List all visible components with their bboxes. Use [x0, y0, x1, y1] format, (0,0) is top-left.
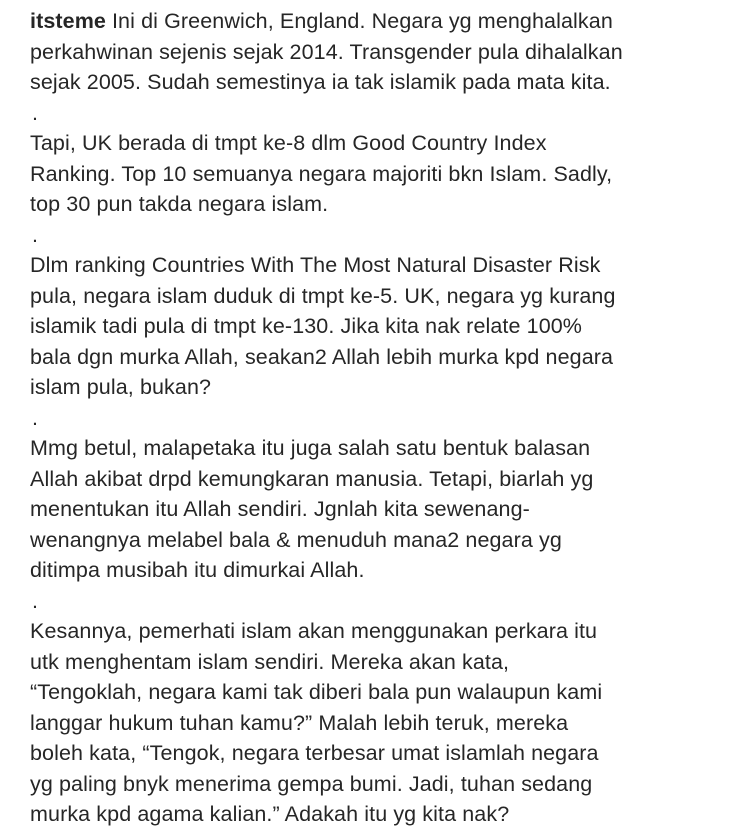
caption-separator: . — [32, 405, 39, 430]
caption-line: perkahwinan sejenis sejak 2014. Transgender pula dihalalkan — [30, 39, 623, 64]
caption-line: Kesannya, pemerhati islam akan menggunakan perkara itu — [30, 619, 598, 643]
caption-line — [30, 6, 735, 37]
caption-line: Allah akibat drpd kemungkaran manusia. Tetapi, biarlah yg — [30, 466, 594, 491]
caption-line: “Tengoklah, negara kami tak diberi bala pun walaupun kami — [30, 680, 603, 704]
caption-line: wenangnya melabel bala & menuduh mana2 negara yg — [30, 527, 562, 552]
caption-line: utk menghentam islam sendiri. Mereka akan kata, — [30, 649, 510, 674]
caption-line: boleh kata, “Tengok, negara terbesar umat islamlah negara — [30, 741, 599, 765]
caption-line: top 30 pun takda negara islam. — [30, 192, 329, 216]
caption-line: sejak 2005. Sudah semestinya ia tak islamik pada mata kita. — [30, 70, 611, 94]
caption-line: menentukan itu Allah sendiri. Jgnlah kita sewenang- — [30, 497, 530, 521]
caption-line: islamik tadi pula di tmpt ke-130. Jika kita nak relate 100% — [30, 314, 583, 338]
caption-line: Tapi, UK berada di tmpt ke-8 dlm Good Country Index — [30, 131, 547, 155]
caption-separator: . — [32, 222, 39, 247]
caption-line: bala dgn murka Allah, seakan2 Allah lebih murka kpd negara — [30, 344, 614, 369]
caption-separator: . — [32, 100, 39, 125]
caption-line: yg paling bnyk menerima gempa bumi. Jadi, tuhan sedang — [30, 771, 593, 796]
caption-line: ditimpa musibah itu dimurkai Allah. — [30, 558, 365, 582]
caption-line: Mmg betul, malapetaka itu juga salah satu bentuk balasan — [30, 436, 591, 460]
caption-separator: . — [32, 588, 39, 613]
caption-line: pula, negara islam duduk di tmpt ke-5. UK, negara yg kurang — [30, 283, 616, 308]
caption-line: langgar hukum tuhan kamu?” Malah lebih teruk, mereka — [30, 710, 569, 735]
caption-line: Dlm ranking Countries With The Most Natural Disaster Risk — [30, 253, 601, 277]
caption-line: islam pula, bukan? — [30, 375, 212, 399]
post-caption — [30, 6, 735, 830]
username-link[interactable]: itsteme — [30, 9, 106, 33]
caption-text: Ini di Greenwich, England. Negara yg menghalalkan — [111, 9, 613, 33]
caption-line: murka kpd agama kalian.” Adakah itu yg kita nak? — [30, 802, 510, 826]
caption-line: Ranking. Top 10 semuanya negara majoriti bkn Islam. Sadly, — [30, 161, 613, 186]
